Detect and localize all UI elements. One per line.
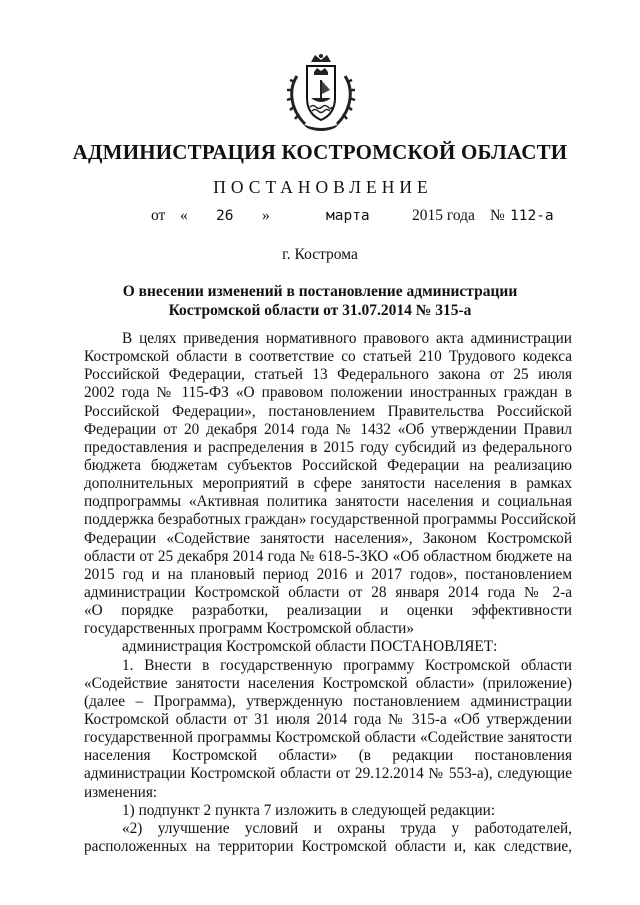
body-line: населения Костромской области» (в редакции постановления: [84, 747, 572, 765]
body-line: «О порядке разработки, реализации и оценки эффективности: [84, 602, 572, 620]
organization-title: АДМИНИСТРАЦИЯ КОСТРОМСКОЙ ОБЛАСТИ: [72, 140, 568, 164]
body-line: дополнительных мероприятий в сфере занятости населения в рамках: [84, 475, 572, 493]
body-line: бюджета бюджетам субъектов Российской Федерации на реализацию: [84, 456, 572, 474]
body-line: расположенных на территории Костромской области и, как следствие,: [84, 837, 572, 855]
body-line: 2015 год и на плановый период 2016 и 2017 годов», постановлением: [84, 565, 572, 583]
document-type-heading: ПОСТАНОВЛЕНИЕ: [213, 177, 433, 197]
body-line: администрация Костромской области ПОСТАНОВЛЯЕТ:: [122, 638, 498, 656]
body-line: предоставления и распределения в 2015 году субсидий из федерального: [84, 438, 572, 456]
body-line: государственной программы Костромской области «Содействие занятости: [84, 729, 572, 747]
document-subject: [100, 282, 540, 320]
body-line: «Содействие занятости населения Костромской области» (приложение): [84, 674, 572, 692]
body-line: подпрограммы «Активная политика занятости населения и социальная: [84, 493, 572, 511]
body-line: области от 25 декабря 2014 года № 618-5-ЗКО «Об областном бюджете на: [84, 547, 572, 565]
body-line: (далее – Программа), утвержденную постановлением администрации: [84, 692, 572, 710]
document-body: [84, 330, 577, 856]
body-line: 1) подпункт 2 пункта 7 изложить в следующей редакции:: [122, 801, 496, 819]
date-quote-close: »: [262, 207, 270, 224]
subject-line-1: О внесении изменений в постановление администрации: [122, 283, 518, 300]
body-line: Костромской области в соответствие со статьей 210 Трудового кодекса: [84, 348, 572, 366]
date-day: 26: [216, 208, 234, 224]
document-number: 112-а: [510, 208, 554, 224]
subject-line-2: Костромской области от 31.07.2014 № 315-а: [168, 302, 472, 319]
body-line: 1. Внести в государственную программу Костромской области: [122, 656, 572, 674]
body-line: Костромской области от 31 июля 2014 года № 315-а «Об утверждении: [84, 710, 572, 728]
coat-of-arms-emblem: [283, 52, 359, 132]
body-line: Федерации от 20 декабря 2014 года № 1432 «Об утверждении Правил: [84, 420, 572, 438]
body-line: поддержка безработных граждан» государственной программы Российской: [84, 511, 577, 529]
date-prefix: от: [151, 207, 166, 224]
body-line: Федерации «Содействие занятости населения», Законом Костромской: [84, 529, 572, 547]
body-line: В целях приведения нормативного правового акта администрации: [122, 330, 572, 347]
city-name: г. Кострома: [282, 246, 358, 263]
date-quote-open: «: [180, 207, 188, 224]
body-line: администрации Костромской области от 28 января 2014 года № 2-а: [84, 583, 572, 601]
date-month: марта: [326, 208, 370, 224]
body-line: Российской Федерации», постановлением Правительства Российской: [84, 402, 572, 420]
date-year: 2015 года: [412, 207, 475, 224]
body-line: «2) улучшение условий и охраны труда у работодателей,: [122, 819, 572, 837]
body-line: администрации Костромской области от 29.12.2014 № 553-а), следующие: [84, 765, 572, 783]
document-number-sign: №: [490, 207, 505, 224]
body-line: Российской Федерации, статьей 13 Федерального закона от 25 июля: [84, 366, 572, 384]
body-line: государственных программ Костромской области»: [84, 620, 415, 638]
body-line: изменения:: [84, 783, 158, 801]
body-line: 2002 года № 115-ФЗ «О правовом положении иностранных граждан в: [84, 384, 572, 402]
